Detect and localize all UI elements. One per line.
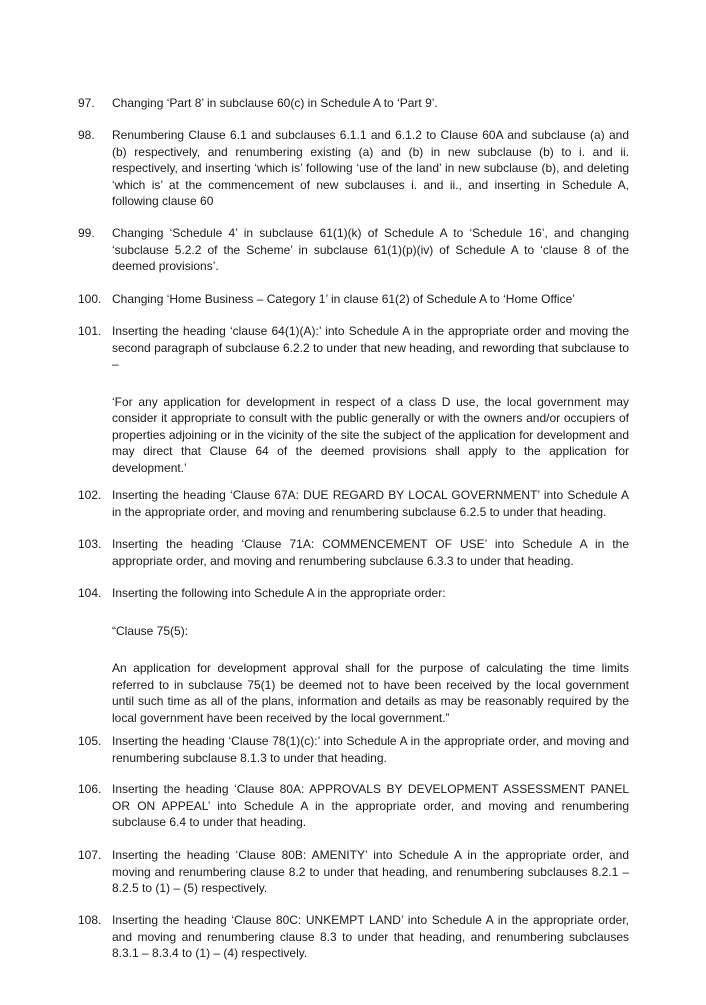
item-text: Inserting the heading ‘Clause 80A: APPROVALS BY DEVELOPMENT ASSESSMENT PANEL OR ON APPEAL’ into Schedule A in the appropriate order, and moving and renumbering subclause 6.4 to under that heading. [112, 782, 629, 829]
item-text: Changing ‘Home Business – Category 1’ in clause 61(2) of Schedule A to ‘Home Office’ [112, 292, 575, 306]
item-text: Inserting the heading ‘Clause 71A: COMMENCEMENT OF USE’ into Schedule A in the appropriate order, and moving and renumbering subclause 6.3.3 to under that heading. [112, 537, 629, 568]
item-number: 105. [78, 734, 102, 748]
list-item-107 [78, 847, 629, 897]
list-item-100 [78, 291, 629, 308]
item-number: 97. [78, 96, 95, 110]
item-number: 103. [78, 537, 102, 551]
quoted-heading: “Clause 75(5): [112, 623, 189, 638]
list-item-99 [78, 225, 629, 275]
item-text: Inserting the heading ‘Clause 80B: AMENITY’ into Schedule A in the appropriate order, and moving and renumbering clause 8.2 to under that heading, and renumbering subclauses 8.2.1 – 8.2.5 to (1) – (5) respectively. [112, 848, 629, 895]
list-item-98 [78, 127, 629, 210]
list-item-108 [78, 912, 629, 962]
list-item-105 [78, 733, 629, 766]
item-text: Changing ‘Schedule 4’ in subclause 61(1)(k) of Schedule A to ‘Schedule 16’, and changing ‘subclause 5.2.2 of the Scheme’ in subclause 61(1)(p)(iv) of Schedule A to ‘clause 8 of the deemed provisions’. [112, 226, 629, 273]
item-text: Inserting the heading ‘Clause 67A: DUE REGARD BY LOCAL GOVERNMENT’ into Schedule A in the appropriate order, and moving and renumbering subclause 6.2.5 to under that heading. [112, 488, 629, 519]
list-item-103 [78, 536, 629, 569]
item-number: 102. [78, 488, 102, 502]
item-number: 108. [78, 913, 102, 927]
item-text: Inserting the following into Schedule A in the appropriate order: [112, 586, 446, 600]
item-number: 104. [78, 586, 102, 600]
list-item-104 [78, 585, 629, 726]
item-number: 101. [78, 324, 102, 338]
list-item-101 [78, 323, 629, 476]
item-number: 107. [78, 848, 102, 862]
item-number: 99. [78, 226, 95, 240]
item-number: 100. [78, 292, 102, 306]
quoted-text: An application for development approval shall for the purpose of calculating the time limits referred to in subclause 75(1) be deemed not to have been received by the local government until such time as all of the plans, information and details as may be reasonably required by the local government have been received by the local government.” [112, 661, 629, 725]
item-number: 98. [78, 128, 95, 142]
item-number: 106. [78, 782, 102, 796]
item-text: Renumbering Clause 6.1 and subclauses 6.1.1 and 6.1.2 to Clause 60A and subclause (a) and (b) respectively, and renumbering existing (a) and (b) in new subclause (b) to i. and ii. respectively, and inserting ‘which is’ following ‘use of the land’ in new subclause (b), and deleting ‘which is’ at the commencement of new subclauses i. and ii., and inserting in Schedule A, following clause 60 [112, 128, 629, 208]
list-item-106 [78, 781, 629, 831]
item-text: Changing ‘Part 8’ in subclause 60(c) in Schedule A to ‘Part 9’. [112, 96, 438, 110]
quoted-text: ‘For any application for development in respect of a class D use, the local government may consider it appropriate to consult with the public generally or with the owners and/or occupiers of properties adjoining or in the vicinity of the site the subject of the application for development and may direct that Clause 64 of the deemed provisions shall apply to the application for development.’ [112, 394, 629, 475]
list-item-102 [78, 487, 629, 520]
item-text: Inserting the heading ‘Clause 78(1)(c):’ into Schedule A in the appropriate order, and moving and renumbering subclause 8.1.3 to under that heading. [112, 734, 629, 765]
item-text: Inserting the heading ‘Clause 80C: UNKEMPT LAND’ into Schedule A in the appropriate order, and moving and renumbering clause 8.3 to under that heading, and renumbering subclauses 8.3.1 – 8.3.4 to (1) – (4) respectively. [112, 913, 629, 960]
list-item-97 [78, 95, 629, 112]
item-text: Inserting the heading ‘clause 64(1)(A):’ into Schedule A in the appropriate order and moving the second paragraph of subclause 6.2.2 to under that new heading, and rewording that subclause to – [112, 324, 629, 371]
